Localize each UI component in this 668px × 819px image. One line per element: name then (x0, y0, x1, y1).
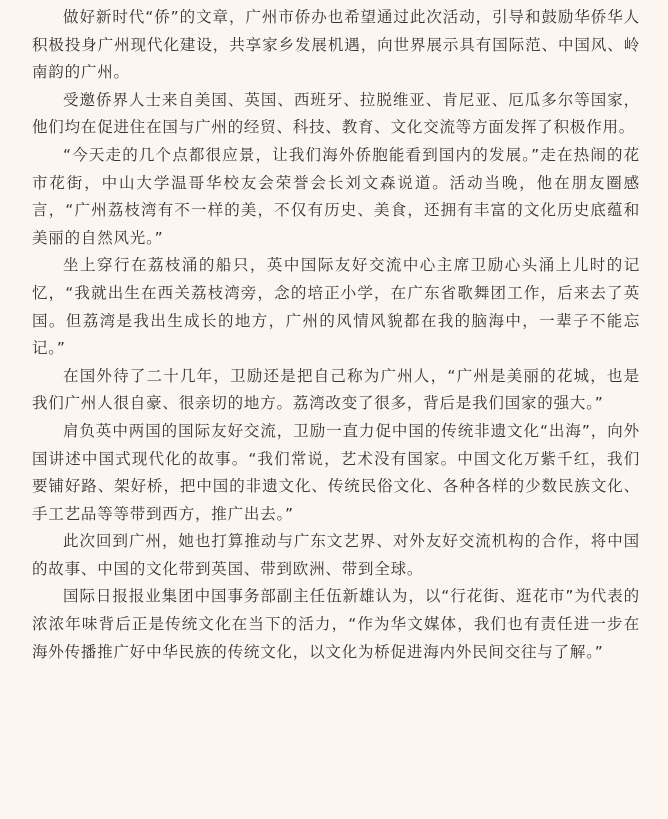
paragraph-2: 受邀侨界人士来自美国、英国、西班牙、拉脱维亚、肯尼亚、厄瓜多尔等国家，他们均在促进住在国与广州的经贸、科技、教育、文化交流等方面发挥了积极作用。 (32, 90, 640, 137)
paragraph-8: 国际日报报业集团中国事务部副主任伍新雄认为，以“行花街、逛花市”为代表的浓浓年味背后正是传统文化在当下的活力，“作为华文媒体，我们也有责任进一步在海外传播推广好中华民族的传统文化，以文化为桥促进海内外民间交往与了解。” (32, 587, 640, 661)
paragraph-5: 在国外待了二十几年，卫励还是把自己称为广州人，“广州是美丽的花城，也是我们广州人很自豪、很亲切的地方。荔湾改变了很多，背后是我们国家的强大。” (32, 366, 640, 413)
paragraph-3: “今天走的几个点都很应景，让我们海外侨胞能看到国内的发展。”走在热闹的花市花街，中山大学温哥华校友会荣誉会长刘文森说道。活动当晚，他在朋友圈感言，“广州荔枝湾有不一样的美，不仅有历史、美食，还拥有丰富的文化历史底蕴和美丽的自然风光。” (32, 145, 640, 247)
paragraph-1: 做好新时代“侨”的文章，广州市侨办也希望通过此次活动，引导和鼓励华侨华人积极投身广州现代化建设，共享家乡发展机遇，向世界展示具有国际范、中国风、岭南韵的广州。 (32, 8, 640, 82)
paragraph-4: 坐上穿行在荔枝涌的船只，英中国际友好交流中心主席卫励心头涌上儿时的记忆，“我就出生在西关荔枝湾旁，念的培正小学，在广东省歌舞团工作，后来去了英国。但荔湾是我出生成长的地方，广州的风情风貌都在我的脑海中，一辈子不能忘记。” (32, 256, 640, 358)
paragraph-7: 此次回到广州，她也打算推动与广东文艺界、对外友好交流机构的合作，将中国的故事、中国的文化带到英国、带到欧洲、带到全球。 (32, 532, 640, 578)
paragraph-6: 肩负英中两国的国际友好交流，卫励一直力促中国的传统非遗文化“出海”，向外国讲述中国式现代化的故事。“我们常说，艺术没有国家。中国文化万紫千红，我们要铺好路、架好桥，把中国的非遗文化、传统民俗文化、各种各样的少数民族文化、手工艺品等等带到西方，推广出去。” (32, 421, 640, 523)
